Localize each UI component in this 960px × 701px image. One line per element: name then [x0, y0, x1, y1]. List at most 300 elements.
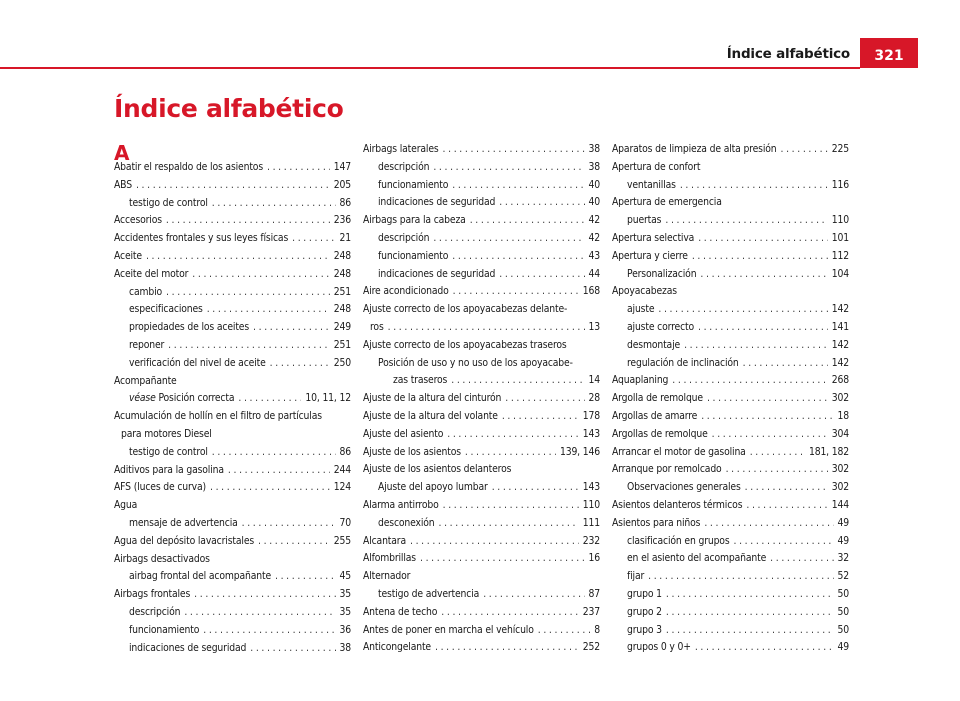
index-entry: [612, 319, 849, 337]
index-entry-page: 28: [588, 392, 600, 405]
index-column-2: [363, 141, 600, 657]
index-entry-page: 141: [831, 320, 849, 333]
dot-leader: [146, 248, 330, 266]
dot-leader: [465, 444, 556, 462]
index-entry-label: zas traseros: [393, 374, 448, 387]
index-entry-page: 110: [831, 214, 849, 227]
index-entry-label: Antes de poner en marcha el vehículo: [363, 623, 534, 636]
index-entry-label: Ajuste de los asientos: [363, 445, 461, 458]
index-entry-label: clasificación en grupos: [627, 534, 730, 547]
index-entry-label: Airbags frontales: [114, 588, 191, 601]
dot-leader: [435, 639, 579, 657]
dot-leader: [447, 426, 579, 444]
index-entry-page: 205: [333, 178, 351, 191]
index-entry-label: Apertura de emergencia: [612, 196, 722, 209]
index-entry-label: descripción: [129, 605, 181, 618]
index-entry-page: 35: [339, 605, 351, 618]
index-entry-page: 38: [588, 160, 600, 173]
dot-leader: [212, 444, 336, 462]
index-entry-label: Personalización: [627, 267, 697, 280]
index-entry-page: 42: [588, 214, 600, 227]
index-entry-page: 18: [837, 409, 849, 422]
index-entry: [363, 479, 600, 497]
page-title: Índice alfabético: [114, 94, 344, 123]
index-entry: [612, 248, 849, 266]
index-entry-label: Alternador: [363, 570, 411, 583]
index-entry-label: descripción: [378, 231, 430, 244]
dot-leader: [433, 159, 584, 177]
dot-leader: [781, 141, 828, 159]
dot-leader: [452, 177, 584, 195]
index-entry-label: verificación del nivel de aceite: [129, 356, 266, 369]
dot-leader: [207, 301, 330, 319]
index-entry: [363, 337, 600, 355]
index-entry-page: 111: [582, 516, 600, 529]
dot-leader: [443, 497, 579, 515]
index-entry-page: 36: [339, 623, 351, 636]
index-entry-label: Asientos delanteros térmicos: [612, 498, 743, 511]
dot-leader: [166, 284, 330, 302]
dot-leader: [499, 266, 584, 284]
index-entry-page: 13: [588, 320, 600, 333]
index-entry-page: 142: [831, 356, 849, 369]
dot-leader: [210, 479, 330, 497]
index-entry-label: funcionamiento: [129, 623, 200, 636]
index-entry-label: Ajuste correcto de los apoyacabezas delante-: [363, 303, 568, 316]
see-reference: véase: [129, 392, 156, 405]
index-entry: [363, 444, 600, 462]
index-entry-page: 250: [333, 356, 351, 369]
index-entry-label: indicaciones de seguridad: [378, 196, 496, 209]
dot-leader: [698, 319, 828, 337]
dot-leader: [166, 212, 330, 230]
index-entry-label: Ajuste de la altura del cinturón: [363, 392, 502, 405]
index-entry-label: testigo de advertencia: [378, 587, 480, 600]
index-entry: [612, 141, 849, 159]
index-entry: [114, 462, 351, 480]
index-entry-page: 10, 11, 12: [305, 392, 351, 405]
index-entry: [363, 319, 600, 337]
index-entry-label: Posición de uso y no uso de los apoyacabe-: [378, 356, 573, 369]
index-entry-label: mensaje de advertencia: [129, 516, 238, 529]
index-entry: [363, 177, 600, 195]
index-entry: [363, 533, 600, 551]
index-entry: [114, 195, 351, 213]
index-entry: [114, 444, 351, 462]
index-entry: [612, 212, 849, 230]
dot-leader: [270, 355, 330, 373]
dot-leader: [253, 319, 330, 337]
index-entry-label: Apertura selectiva: [612, 231, 695, 244]
dot-leader: [439, 515, 579, 533]
index-entry: [612, 337, 849, 355]
index-entry-page: 49: [837, 534, 849, 547]
index-entry: [363, 372, 600, 390]
dot-leader: [420, 550, 585, 568]
dot-leader: [192, 266, 329, 284]
index-entry-label: Anticongelante: [363, 641, 431, 654]
index-entry-page: 45: [339, 570, 351, 583]
index-entry-label: Aceite: [114, 249, 142, 262]
index-entry: [363, 586, 600, 604]
index-entry: [363, 461, 600, 479]
index-entry: [612, 550, 849, 568]
index-entry-page: 50: [837, 623, 849, 636]
index-entry-page: 232: [582, 534, 600, 547]
index-entry: [612, 568, 849, 586]
index-entry: [114, 515, 351, 533]
index-entry-page: 236: [333, 214, 351, 227]
index-entry: [114, 533, 351, 551]
index-entry-label: Arrancar el motor de gasolina: [612, 445, 746, 458]
index-entry: [363, 426, 600, 444]
running-header-title: Índice alfabético: [726, 46, 850, 62]
dot-leader: [684, 337, 828, 355]
dot-leader: [701, 408, 833, 426]
index-entry-page: 14: [588, 374, 600, 387]
dot-leader: [680, 177, 828, 195]
index-entry-page: 237: [582, 605, 600, 618]
index-entry-page: 38: [588, 143, 600, 155]
dot-leader: [228, 462, 330, 480]
dot-leader: [184, 604, 335, 622]
index-entry-page: 252: [582, 641, 600, 654]
index-entry: [114, 284, 351, 302]
index-entry-label: grupo 3: [627, 623, 662, 636]
index-entry: [363, 497, 600, 515]
index-entry-label: AFS (luces de curva): [114, 481, 206, 494]
index-entry-page: 268: [831, 374, 849, 387]
index-entry: [612, 301, 849, 319]
dot-leader: [505, 390, 584, 408]
index-entry-label: desmontaje: [627, 338, 681, 351]
dot-leader: [672, 372, 827, 390]
index-entry-label: grupos 0 y 0+: [627, 641, 691, 654]
index-entry-label: Agua: [114, 499, 138, 512]
index-entry-page: 49: [837, 641, 849, 654]
index-entry: [612, 515, 849, 533]
index-entry-label: Argollas de remolque: [612, 427, 708, 440]
index-entry: [363, 604, 600, 622]
index-entry-page: 251: [333, 285, 351, 298]
dot-leader: [433, 230, 584, 248]
index-entry: [612, 622, 849, 640]
index-entry: [363, 283, 600, 301]
dot-leader: [746, 497, 827, 515]
dot-leader: [666, 586, 834, 604]
index-entry-label: Alcantara: [363, 534, 406, 547]
index-entry: [114, 586, 351, 604]
index-entry-label: grupo 2: [627, 605, 662, 618]
index-entry-page: 87: [588, 587, 600, 600]
index-entry-page: 248: [333, 249, 351, 262]
index-entry-label: funcionamiento: [378, 178, 449, 191]
dot-leader: [136, 177, 330, 195]
dot-leader: [483, 586, 584, 604]
index-entry-label: descripción: [378, 160, 430, 173]
index-entry-label: Posición correcta: [158, 392, 235, 405]
index-entry-page: 168: [582, 285, 600, 298]
index-entry-label: Argollas de amarre: [612, 409, 698, 422]
index-entry-page: 143: [582, 427, 600, 440]
index-entry-label: Acompañante: [114, 374, 177, 387]
index-entry-page: 43: [588, 249, 600, 262]
index-entry: [612, 390, 849, 408]
index-entry-label: para motores Diesel: [121, 427, 212, 440]
index-entry-label: Apertura y cierre: [612, 249, 688, 262]
dot-leader: [242, 515, 336, 533]
index-entry-page: 42: [588, 231, 600, 244]
index-entry-label: Accidentes frontales y sus leyes físicas: [114, 232, 289, 245]
dot-leader: [499, 194, 584, 212]
index-entry-page: 50: [837, 587, 849, 600]
index-entry: [114, 408, 351, 426]
index-entry-page: 143: [582, 481, 600, 494]
index-entry: [363, 141, 600, 159]
dot-leader: [292, 230, 335, 248]
index-entry: [612, 639, 849, 657]
index-entry: [612, 408, 849, 426]
index-entry-page: 144: [831, 498, 849, 511]
index-entry-label: grupo 1: [627, 587, 662, 600]
index-entry-label: Ajuste del apoyo lumbar: [378, 481, 488, 494]
dot-leader: [410, 533, 579, 551]
index-entry-page: 70: [339, 516, 351, 529]
index-entry-label: Ajuste correcto de los apoyacabezas traseros: [363, 338, 567, 351]
dot-leader: [168, 337, 330, 355]
index-entry-page: 304: [831, 427, 849, 440]
index-entry-page: 16: [588, 552, 600, 565]
dot-leader: [453, 283, 579, 301]
dot-leader: [666, 604, 834, 622]
index-entry-page: 255: [333, 534, 351, 547]
index-entry: [114, 301, 351, 319]
index-entry: [114, 212, 351, 230]
index-entry-label: Apertura de confort: [612, 160, 701, 173]
index-entry: [612, 355, 849, 373]
index-entry: [612, 372, 849, 390]
index-entry: [612, 497, 849, 515]
index-entry-page: 110: [582, 498, 600, 511]
index-entry: [114, 497, 351, 515]
dot-leader: [470, 212, 585, 230]
index-entry-label: cambio: [129, 285, 163, 298]
index-entry: [114, 266, 351, 284]
index-entry: [363, 622, 600, 640]
dot-leader: [212, 195, 336, 213]
index-entry: [363, 639, 600, 657]
index-entry-page: 178: [582, 409, 600, 422]
index-entry-label: Airbags laterales: [363, 143, 439, 155]
index-entry-page: 249: [333, 321, 351, 334]
index-entry: [612, 159, 849, 177]
index-entry: [612, 230, 849, 248]
index-entry: [612, 586, 849, 604]
page-number-badge: 321: [860, 38, 918, 68]
index-entry-page: 86: [339, 196, 351, 209]
index-entry-label: Ajuste de los asientos delanteros: [363, 463, 512, 476]
index-entry-label: Acumulación de hollín en el filtro de partículas: [114, 410, 322, 423]
index-entry: [363, 568, 600, 586]
index-entry-label: puertas: [627, 214, 662, 227]
index-entry-page: 21: [339, 232, 351, 245]
index-entry: [114, 248, 351, 266]
index-entry-page: 40: [588, 196, 600, 209]
index-entry-label: airbag frontal del acompañante: [129, 570, 272, 583]
index-entry-label: Abatir el respaldo de los asientos: [114, 161, 264, 173]
dot-leader: [492, 479, 579, 497]
index-entry: [114, 373, 351, 391]
index-entry-label: ventanillas: [627, 178, 676, 191]
index-entry: [363, 248, 600, 266]
dot-leader: [203, 622, 335, 640]
dot-leader: [648, 568, 833, 586]
index-entry: [612, 194, 849, 212]
index-entry: [612, 177, 849, 195]
index-entry-page: 104: [831, 267, 849, 280]
index-entry-label: Alfombrillas: [363, 552, 416, 565]
dot-leader: [698, 230, 828, 248]
index-entry: [114, 479, 351, 497]
index-entry-page: 35: [339, 588, 351, 601]
index-entry-page: 248: [333, 267, 351, 280]
dot-leader: [700, 266, 827, 284]
index-entry: [363, 390, 600, 408]
dot-leader: [745, 479, 828, 497]
index-entry: [612, 533, 849, 551]
index-entry-page: 101: [831, 231, 849, 244]
index-entry-label: Aquaplaning: [612, 374, 669, 387]
dot-leader: [695, 639, 834, 657]
index-entry-page: 142: [831, 303, 849, 316]
index-entry-page: 225: [831, 143, 849, 155]
index-entry: [363, 515, 600, 533]
index-entry-label: desconexión: [378, 516, 435, 529]
index-entry: [114, 159, 351, 177]
index-column-3: [612, 141, 849, 657]
dot-leader: [451, 372, 584, 390]
index-entry: [114, 426, 351, 444]
index-entry: [612, 444, 849, 462]
header-rule: [0, 67, 860, 69]
index-entry: [363, 408, 600, 426]
index-entry: [612, 604, 849, 622]
index-entry-label: propiedades de los aceites: [129, 321, 250, 334]
index-entry-page: 302: [831, 463, 849, 476]
index-entry-page: 8: [594, 623, 600, 636]
index-entry: [363, 212, 600, 230]
index-entry-label: testigo de control: [129, 196, 208, 209]
index-entry: [363, 266, 600, 284]
dot-leader: [666, 622, 834, 640]
index-entry-label: testigo de control: [129, 445, 208, 458]
index-entry-label: Apoyacabezas: [612, 285, 677, 298]
index-entry-page: 116: [831, 178, 849, 191]
index-entry: [114, 604, 351, 622]
index-entry-label: indicaciones de seguridad: [378, 267, 496, 280]
index-entry-page: 44: [588, 267, 600, 280]
index-entry: [114, 319, 351, 337]
index-entry-label: Accesorios: [114, 214, 162, 227]
index-entry-label: Aditivos para la gasolina: [114, 463, 224, 476]
dot-leader: [441, 604, 578, 622]
index-entry-label: fijar: [627, 570, 645, 583]
index-entry-page: 139, 146: [559, 445, 600, 458]
index-entry: [612, 479, 849, 497]
index-entry-label: Asientos para niños: [612, 516, 701, 529]
index-entry: [612, 283, 849, 301]
index-entry: [114, 337, 351, 355]
index-entry-label: Alarma antirrobo: [363, 498, 439, 511]
index-entry: [363, 355, 600, 373]
index-entry-page: 251: [333, 338, 351, 351]
index-entry-label: reponer: [129, 338, 165, 351]
dot-leader: [692, 248, 828, 266]
index-entry-page: 142: [831, 338, 849, 351]
index-entry-label: ajuste: [627, 303, 655, 316]
dot-leader: [726, 461, 828, 479]
dot-leader: [750, 444, 805, 462]
index-entry-page: 49: [837, 516, 849, 529]
index-entry-label: ajuste correcto: [627, 320, 695, 333]
index-entry: [363, 194, 600, 212]
index-entry: [363, 230, 600, 248]
index-entry-label: ros: [370, 320, 384, 333]
index-entry: [114, 177, 351, 195]
dot-leader: [743, 355, 828, 373]
dot-leader: [538, 622, 591, 640]
dot-leader: [238, 390, 301, 408]
index-entry-label: en el asiento del acompañante: [627, 552, 767, 565]
index-entry: [114, 355, 351, 373]
index-entry: [114, 640, 351, 658]
index-entry-label: Agua del depósito lavacristales: [114, 534, 255, 547]
index-entry-label: funcionamiento: [378, 249, 449, 262]
dot-leader: [388, 319, 585, 337]
index-entry-label: Aparatos de limpieza de alta presión: [612, 143, 777, 155]
index-entry-page: 112: [831, 249, 849, 262]
index-entry-label: Arranque por remolcado: [612, 463, 722, 476]
dot-leader: [704, 515, 833, 533]
index-entry-page: 181, 182: [808, 445, 849, 458]
dot-leader: [734, 533, 834, 551]
index-entry: [114, 622, 351, 640]
index-entry-label: especificaciones: [129, 303, 203, 316]
index-entry-page: 302: [831, 481, 849, 494]
index-entry: [612, 461, 849, 479]
index-entry-page: 302: [831, 392, 849, 405]
index-entry-page: 52: [837, 570, 849, 583]
dot-leader: [452, 248, 584, 266]
index-entry: [114, 390, 351, 408]
index-entry-label: Argolla de remolque: [612, 392, 703, 405]
dot-leader: [658, 301, 827, 319]
index-entry: [612, 266, 849, 284]
index-entry-page: 124: [333, 481, 351, 494]
dot-leader: [707, 390, 828, 408]
index-entry-page: 40: [588, 178, 600, 191]
index-column-1: [114, 159, 351, 657]
index-entry: [114, 230, 351, 248]
index-entry: [363, 550, 600, 568]
index-entry-label: Ajuste del asiento: [363, 427, 444, 440]
index-entry-label: ABS: [114, 178, 132, 191]
index-entry-page: 244: [333, 463, 351, 476]
dot-leader: [267, 159, 330, 177]
index-entry-page: 50: [837, 605, 849, 618]
index-entry: [363, 159, 600, 177]
index-entry-page: 38: [339, 641, 351, 654]
